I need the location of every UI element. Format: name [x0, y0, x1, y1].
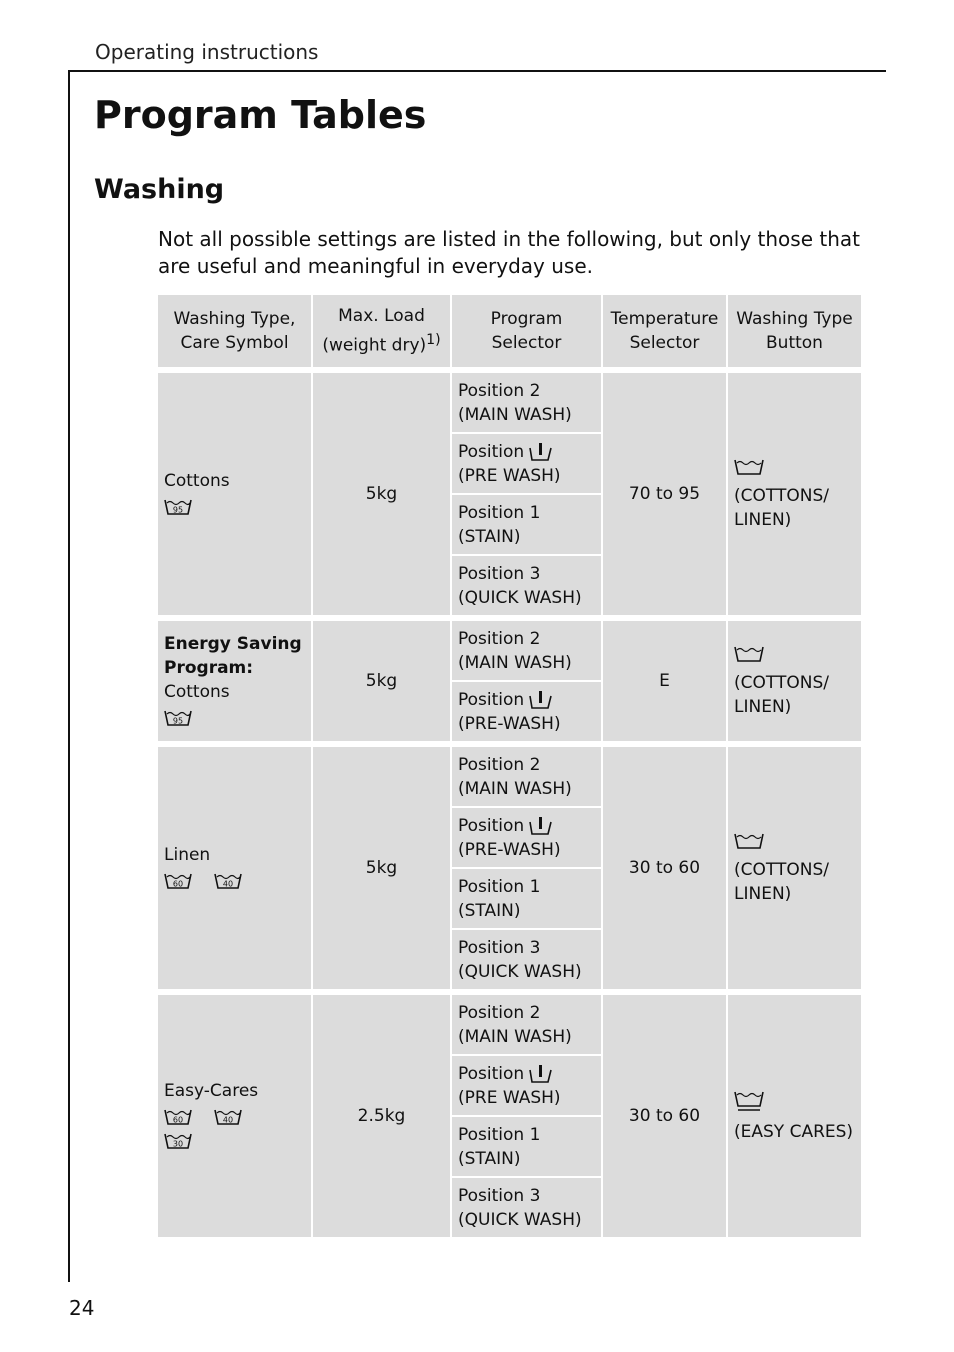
washing-type-button-cell [728, 995, 861, 1237]
button-label: (COTTONS/ LINEN) [734, 672, 829, 717]
care-symbols [164, 706, 305, 730]
position-description: (PRE WASH) [458, 465, 561, 486]
position-description: (STAIN) [458, 1148, 521, 1169]
washing-type-cell [158, 373, 311, 615]
header-program-selector [452, 295, 601, 367]
washing-type-name: Linen [164, 845, 211, 865]
max-load-cell: 5kg [313, 621, 450, 741]
care-symbols [164, 869, 305, 893]
max-load-cell: 5kg [313, 373, 450, 615]
temperature-cell: 70 to 95 [603, 373, 726, 615]
position-label: Position 2 [458, 1002, 541, 1023]
table-header-row [158, 295, 861, 367]
program-selector-cell [452, 808, 601, 867]
header-max-load-line2: (weight dry) [322, 335, 427, 356]
position-description: (STAIN) [458, 900, 521, 921]
position-label: Position 3 [458, 1185, 541, 1206]
care-symbols [164, 1105, 305, 1153]
intro-paragraph: Not all possible settings are listed in the following, but only those that are useful and meaningful in everyday use. [158, 227, 860, 278]
position-label: Position 3 [458, 937, 541, 958]
table-row [158, 747, 861, 806]
position-label: Position 1 [458, 1124, 541, 1145]
washing-type-name: Cottons [164, 682, 230, 702]
program-selector-cell [452, 869, 601, 928]
position-label: Position 1 [458, 876, 541, 897]
header-washing-type-button-line1: Washing Type [736, 309, 853, 329]
header-program-selector-line1: Program [490, 309, 563, 329]
position-description: (PRE WASH) [458, 1087, 561, 1108]
header-washing-type-line1: Washing Type, [173, 309, 296, 329]
program-selector-cell [452, 930, 601, 989]
position-description: (MAIN WASH) [458, 778, 572, 799]
prewash-symbol-icon [528, 1064, 554, 1084]
header-program-selector-line2: Selector [491, 333, 562, 353]
button-label: (COTTONS/ LINEN) [734, 485, 829, 530]
program-selector-cell [452, 434, 601, 493]
easy-care-tub-icon [734, 1089, 764, 1113]
position-label: Position 1 [458, 502, 541, 523]
position-description: (PRE-WASH) [458, 713, 561, 734]
position-label: Position [458, 689, 525, 710]
header-max-load [313, 295, 450, 367]
wash-tub-40-icon [214, 1108, 242, 1126]
position-label: Position [458, 1063, 525, 1084]
header-washing-type-button [728, 295, 861, 367]
program-selector-cell [452, 556, 601, 615]
position-label: Position 2 [458, 754, 541, 775]
wash-tub-40-icon [214, 872, 242, 890]
program-selector-cell [452, 682, 601, 741]
washing-type-name: Cottons [164, 471, 230, 491]
prewash-symbol-icon [528, 690, 554, 710]
svg-text:30: 30 [172, 1139, 184, 1149]
wash-tub-95-icon [164, 709, 192, 727]
washing-type-button-cell [728, 747, 861, 989]
temperature-cell: E [603, 621, 726, 741]
header-washing-type [158, 295, 311, 367]
table-row [158, 995, 861, 1054]
max-load-cell: 2.5kg [313, 995, 450, 1237]
program-selector-cell [452, 1178, 601, 1237]
position-description: (MAIN WASH) [458, 1026, 572, 1047]
position-label: Position [458, 815, 525, 836]
program-name-bold: Energy Saving Program: [164, 634, 302, 678]
svg-text:95: 95 [172, 716, 184, 726]
program-selector-cell [452, 621, 601, 680]
washing-type-name: Easy-Cares [164, 1081, 259, 1101]
position-description: (STAIN) [458, 526, 521, 547]
position-label: Position 3 [458, 563, 541, 584]
wash-tub-30-icon [164, 1132, 192, 1150]
prewash-symbol-icon [528, 816, 554, 836]
cottons-tub-icon [734, 644, 764, 664]
washing-type-button-cell [728, 621, 861, 741]
svg-text:60: 60 [172, 879, 184, 889]
svg-text:40: 40 [222, 879, 234, 889]
header-temperature-selector [603, 295, 726, 367]
position-description: (QUICK WASH) [458, 587, 582, 608]
position-label: Position 2 [458, 380, 541, 401]
position-label: Position 2 [458, 628, 541, 649]
header-temperature-selector-line2: Selector [629, 333, 700, 353]
position-description: (MAIN WASH) [458, 652, 572, 673]
button-label: (COTTONS/ LINEN) [734, 859, 829, 904]
footnote-marker: 1) [426, 332, 441, 349]
program-selector-cell [452, 995, 601, 1054]
running-header: Operating instructions [95, 40, 319, 64]
position-description: (QUICK WASH) [458, 961, 582, 982]
position-description: (MAIN WASH) [458, 404, 572, 425]
position-description: (PRE-WASH) [458, 839, 561, 860]
program-selector-cell [452, 373, 601, 432]
table-row [158, 373, 861, 432]
svg-text:40: 40 [222, 1115, 234, 1125]
header-washing-type-line2: Care Symbol [180, 333, 289, 353]
program-selector-cell [452, 495, 601, 554]
svg-text:60: 60 [172, 1115, 184, 1125]
wash-tub-95-icon [164, 498, 192, 516]
temperature-cell: 30 to 60 [603, 747, 726, 989]
section-title: Washing [94, 174, 225, 205]
program-table [156, 293, 863, 1239]
temperature-cell: 30 to 60 [603, 995, 726, 1237]
max-load-cell: 5kg [313, 747, 450, 989]
header-temperature-selector-line1: Temperature [610, 309, 719, 329]
washing-type-button-cell [728, 373, 861, 615]
cottons-tub-icon [734, 831, 764, 851]
svg-text:95: 95 [172, 505, 184, 515]
washing-type-cell [158, 747, 311, 989]
table-row [158, 621, 861, 680]
prewash-symbol-icon [528, 442, 554, 462]
program-selector-cell [452, 1117, 601, 1176]
program-selector-cell [452, 747, 601, 806]
cottons-tub-icon [734, 457, 764, 477]
page-title: Program Tables [94, 93, 427, 137]
position-label: Position [458, 441, 525, 462]
washing-type-cell [158, 995, 311, 1237]
care-symbols [164, 495, 305, 519]
position-description: (QUICK WASH) [458, 1209, 582, 1230]
button-label: (EASY CARES) [734, 1121, 854, 1142]
wash-tub-60-icon [164, 1108, 192, 1126]
margin-rule [68, 70, 70, 1282]
header-washing-type-button-line2: Button [766, 333, 823, 353]
program-selector-cell [452, 1056, 601, 1115]
page-number: 24 [69, 1296, 95, 1320]
washing-type-cell [158, 621, 311, 741]
header-rule [68, 70, 886, 72]
wash-tub-60-icon [164, 872, 192, 890]
header-max-load-line1: Max. Load [338, 306, 425, 327]
